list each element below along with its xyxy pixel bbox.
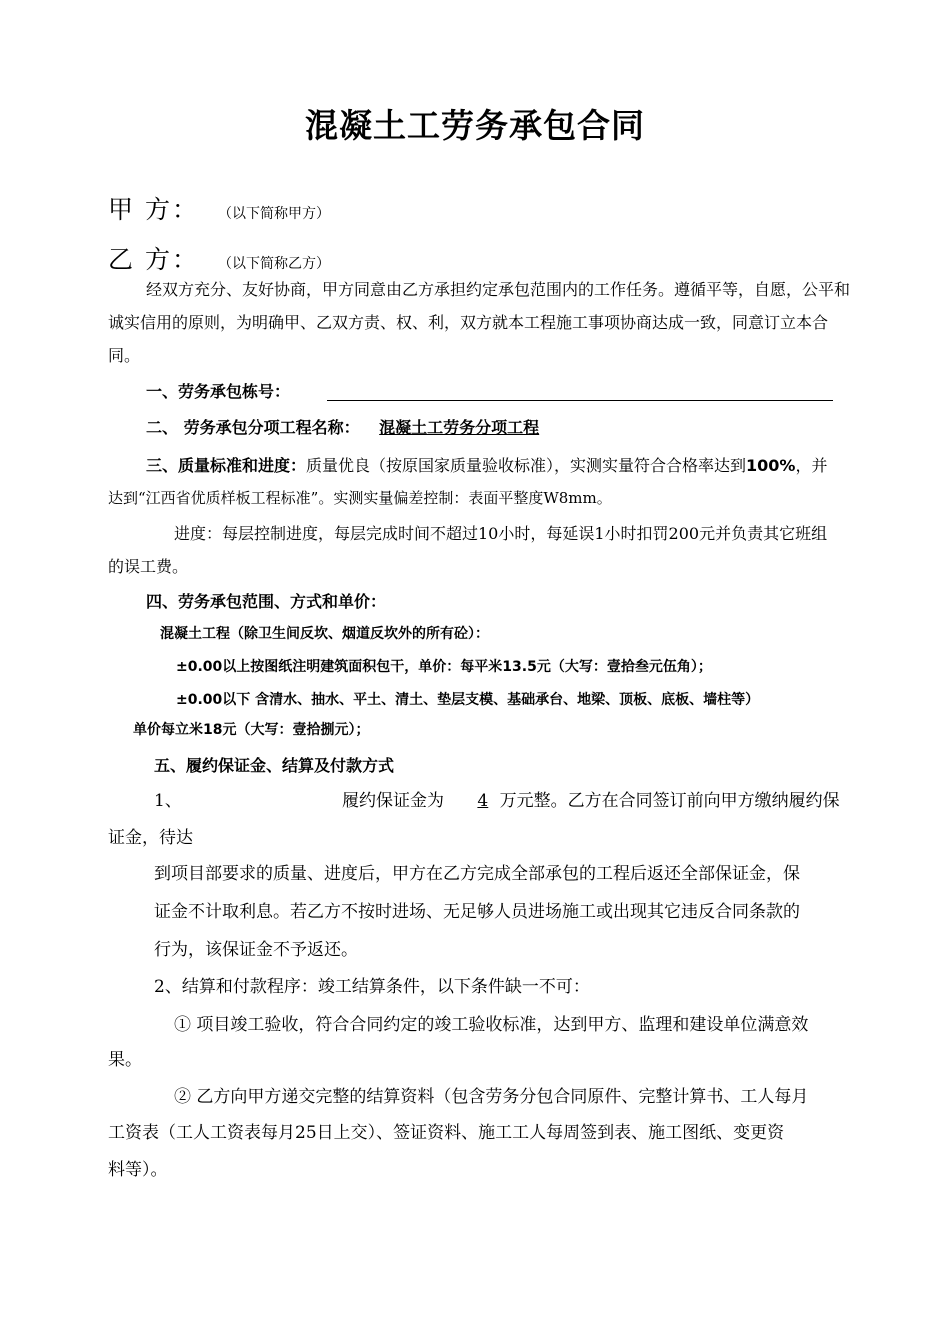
page-title: 混凝土工劳务承包合同 bbox=[305, 106, 645, 145]
section2-label: 二、 劳务承包分项工程名称： bbox=[146, 418, 360, 437]
section3-rate: 100% bbox=[746, 456, 796, 475]
section3-progress-2: 的误工费。 bbox=[108, 557, 189, 576]
intro-line-2: 诚实信用的原则，为明确甲、乙双方责、权、利，双方就本工程施工事项协商达成一致，同意订立本合 bbox=[108, 313, 829, 332]
section5-cond1-line-2: 果。 bbox=[108, 1050, 142, 1070]
section5-item1-amount: 4 bbox=[477, 791, 489, 811]
section3-text2: ，并 bbox=[795, 456, 828, 475]
section4-line-3: ±0.00以下 含清水、抽水、平土、清土、垫层支模、基础承台、地梁、顶板、底板、墙柱等） bbox=[176, 692, 760, 708]
section5-cond2-line-3: 料等）。 bbox=[108, 1160, 168, 1180]
party-b-note: （以下简称乙方） bbox=[218, 256, 331, 272]
party-a-note: （以下简称甲方） bbox=[218, 206, 331, 222]
section4-line-1: 混凝土工程（除卫生间反坎、烟道反坎外的所有砼）： bbox=[160, 626, 489, 642]
party-a bbox=[108, 190, 330, 226]
section5-item1-text bbox=[342, 785, 840, 818]
section5-cond1-line-1: ① 项目竣工验收，符合合同约定的竣工验收标准，达到甲方、监理和建设单位满意效 bbox=[174, 1015, 809, 1035]
section2-value: 混凝土工劳务分项工程 bbox=[379, 418, 540, 437]
party-a-label: 甲 方： bbox=[108, 195, 199, 224]
section5-cond2-line-1: ② 乙方向甲方递交完整的结算资料（包含劳务分包合同原件、完整计算书、工人每月 bbox=[174, 1087, 809, 1107]
section3-text1: 质量优良（按原国家质量验收标准），实测实量符合合格率达到 bbox=[306, 456, 747, 475]
section4-line-4: 单价每立米18元（大写：壹拾捌元）； bbox=[133, 722, 370, 738]
section1-heading: 一、劳务承包栋号： bbox=[146, 382, 291, 401]
intro-line-3: 同。 bbox=[108, 346, 141, 365]
section3-progress-1: 进度：每层控制进度，每层完成时间不超过10小时，每延误1小时扣罚200元并负责其它班组 bbox=[174, 524, 828, 543]
section5-item1-line-1 bbox=[154, 785, 182, 818]
section5-item1-label: 履约保证金为 bbox=[342, 791, 444, 811]
section4-line-2: ±0.00以上按图纸注明建筑面积包干，单价：每平米13.5元（大写：壹拾叁元伍角）； bbox=[176, 659, 712, 675]
section5-heading: 五、履约保证金、结算及付款方式 bbox=[154, 756, 395, 775]
intro-line-1: 经双方充分、友好协商，甲方同意由乙方承担约定承包范围内的工作任务。遵循平等，自愿，公平和 bbox=[146, 280, 851, 299]
section5-item1-line-3: 到项目部要求的质量、进度后，甲方在乙方完成全部承包的工程后返还全部保证金，保 bbox=[154, 864, 800, 884]
section4-heading: 四、劳务承包范围、方式和单价： bbox=[146, 592, 387, 611]
section5-item2: 2、结算和付款程序：竣工结算条件，以下条件缺一不可： bbox=[154, 977, 590, 997]
section5-item1-line-2: 证金，待达 bbox=[108, 828, 193, 848]
section5-item1-rest: 万元整。乙方在合同签订前向甲方缴纳履约保 bbox=[499, 791, 840, 811]
section5-item1-line-4: 证金不计取利息。若乙方不按时进场、无足够人员进场施工或出现其它违反合同条款的 bbox=[154, 902, 800, 922]
section2-heading bbox=[146, 411, 539, 444]
section5-item1-num: 1、 bbox=[154, 791, 182, 811]
section1-blank-line bbox=[327, 400, 833, 401]
section3-line-1 bbox=[146, 449, 827, 482]
section3-heading: 三、质量标准和进度： bbox=[146, 456, 307, 475]
section5-item1-line-5: 行为，该保证金不予返还。 bbox=[154, 940, 358, 960]
section5-cond2-line-2: 工资表（工人工资表每月25日上交）、签证资料、施工工人每周签到表、施工图纸、变更资 bbox=[108, 1123, 785, 1143]
party-b-label: 乙 方： bbox=[108, 245, 199, 274]
section3-line-2: 达到“江西省优质样板工程标准”。实测实量偏差控制：表面平整度W8mm。 bbox=[108, 489, 612, 507]
party-b bbox=[108, 240, 330, 276]
